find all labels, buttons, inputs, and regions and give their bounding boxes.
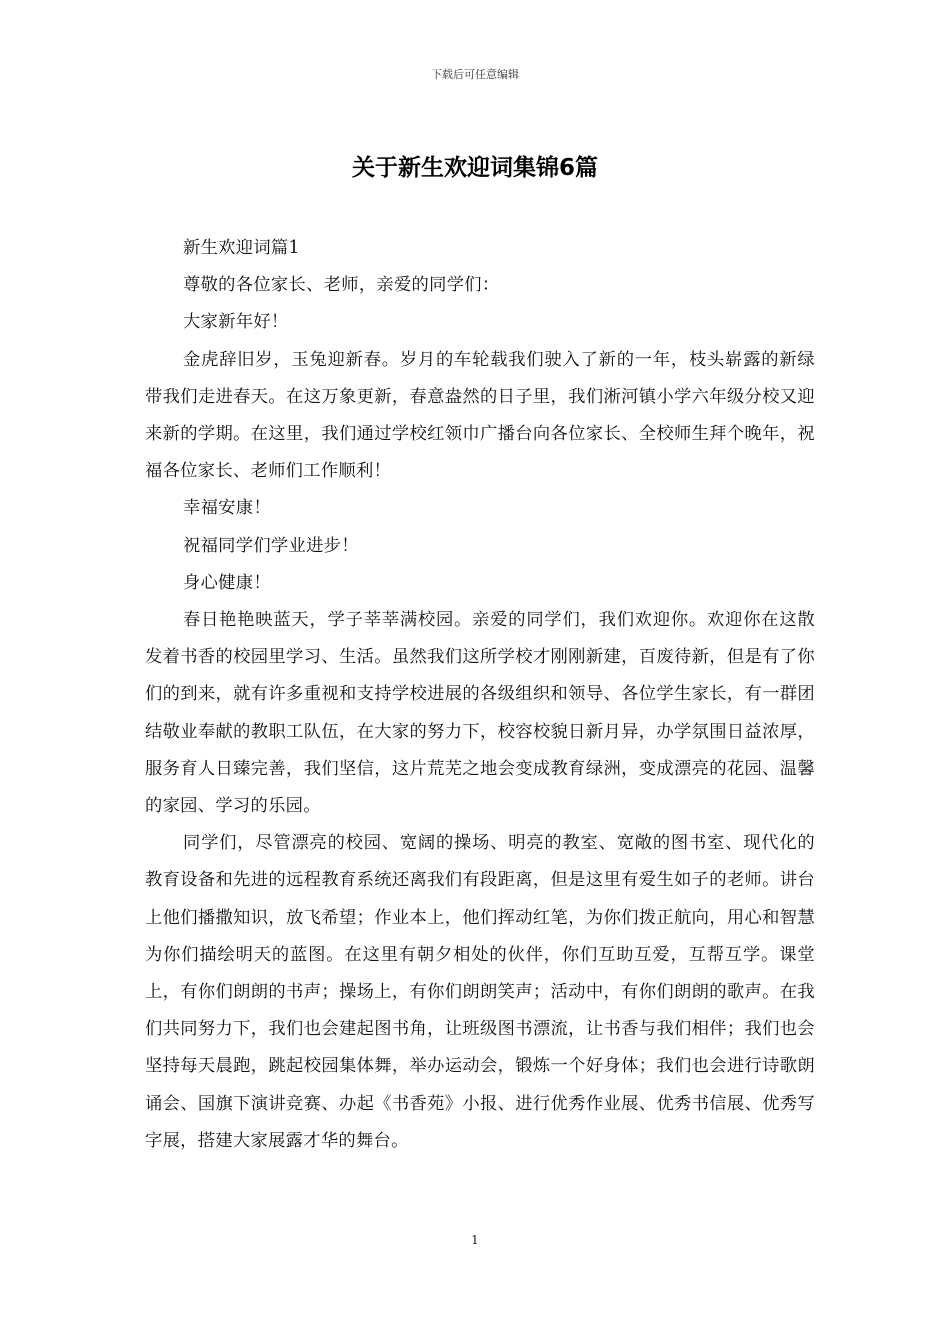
paragraph: 幸福安康！ [183,498,271,519]
salutation: 尊敬的各位家长、老师，亲爱的同学们： [183,275,500,296]
paragraph: 祝福同学们学业进步！ [183,535,359,556]
paragraph: 同学们，尽管漂亮的校园、宽阔的操场、明亮的教室、宽敞的图书室、现代化的教育设备和先进的远程教育系统还离我们有段距离，但是这里有爱生如子的老师。讲台上他们播撒知识，放飞希望；作业本上，他们挥动红笔，为你们拨正航向，用心和智慧为你们描绘明天的蓝图。在这里有朝夕相处的伙伴，你们互助互爱，互帮互学。课堂上，有你们朗朗的书声；操场上，有你们朗朗笑声；活动中，有你们朗朗的歌声。在我们共同努力下，我们也会建起图书角，让班级图书漂流，让书香与我们相伴；我们也会坚持每天晨跑，跳起校园集体舞，举办运动会，锻炼一个好身体；我们也会进行诗歌朗诵会、国旗下演讲竞赛、办起《书香苑》小报、进行优秀作业展、优秀书信展、优秀写字展，搭建大家展露才华的舞台。 [145,833,815,1151]
greeting: 大家新年好！ [183,312,289,333]
header-note: 下载后可任意编辑 [431,68,519,81]
section-heading: 新生欢迎词篇1 [183,238,300,258]
document-title: 关于新生欢迎词集锦6篇 [351,155,598,181]
paragraph: 金虎辞旧岁，玉兔迎新春。岁月的车轮载我们驶入了新的一年，枝头崭露的新绿带我们走进春天。在这万象更新，春意盎然的日子里，我们淅河镇小学六年级分校又迎来新的学期。在这里，我们通过学校红领巾广播台向各位家长、全校师生拜个晚年，祝福各位家长、老师们工作顺利！ [145,349,815,482]
paragraph: 春日艳艳映蓝天，学子莘莘满校园。亲爱的同学们，我们欢迎你。欢迎你在这散发着书香的校园里学习、生活。虽然我们这所学校才刚刚新建，百废待新，但是有了你们的到来，就有许多重视和支持学校进展的各级组织和领导、各位学生家长，有一群团结敬业奉献的教职工队伍，在大家的努力下，校容校貌日新月异，办学氛围日益浓厚，服务育人日臻完善，我们坚信，这片荒芜之地会变成教育绿洲，变成漂亮的花园、温馨的家园、学习的乐园。 [145,610,815,817]
paragraph: 身心健康！ [183,572,271,593]
document-body [145,230,815,1160]
page-number: 1 [471,1233,479,1247]
